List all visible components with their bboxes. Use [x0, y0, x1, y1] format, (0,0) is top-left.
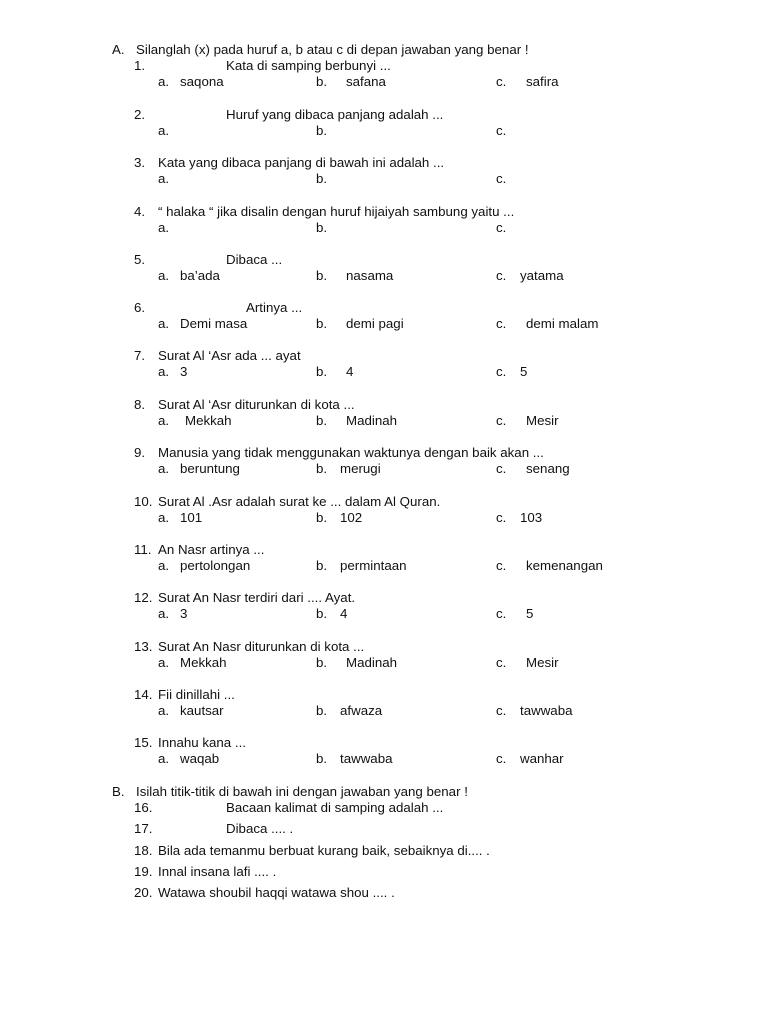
option-letter: c.	[496, 220, 507, 235]
question-text: Bila ada temanmu berbuat kurang baik, sebaiknya di.... .	[158, 843, 490, 858]
option-text: 5	[520, 364, 528, 379]
question-text: Huruf yang dibaca panjang adalah ...	[226, 107, 444, 122]
option-text: wanhar	[520, 751, 564, 766]
question-number: 6.	[134, 300, 146, 315]
section-letter: B.	[112, 784, 125, 799]
question-number: 18.	[134, 843, 153, 858]
question-4	[134, 204, 754, 238]
option-text: Mekkah	[185, 413, 232, 428]
option-letter: b.	[316, 413, 328, 428]
option-letter: c.	[496, 316, 507, 331]
question-5	[134, 252, 754, 286]
option-text: Madinah	[346, 655, 398, 670]
question-number: 5.	[134, 252, 146, 267]
question-number: 3.	[134, 155, 146, 170]
option-letter: c.	[496, 558, 507, 573]
option-letter: b.	[316, 461, 328, 476]
option-text: Madinah	[346, 413, 398, 428]
option-text: permintaan	[340, 558, 407, 573]
option-text: merugi	[340, 461, 381, 476]
question-text: Innahu kana ...	[158, 735, 246, 750]
question-text: Bacaan kalimat di samping adalah ...	[226, 800, 444, 815]
question-number: 9.	[134, 445, 146, 460]
option-letter: a.	[158, 316, 170, 331]
question-number: 17.	[134, 821, 153, 836]
option-text: kemenangan	[526, 558, 603, 573]
section-letter: A.	[112, 42, 125, 57]
option-letter: a.	[158, 413, 170, 428]
option-letter: c.	[496, 413, 507, 428]
section-instruction: Isilah titik-titik di bawah ini dengan jawaban yang benar !	[136, 784, 468, 799]
option-text: 4	[340, 606, 348, 621]
option-letter: b.	[316, 606, 328, 621]
option-letter: c.	[496, 510, 507, 525]
question-number: 1.	[134, 58, 146, 73]
question-number: 10.	[134, 494, 153, 509]
question-text: Dibaca ...	[226, 252, 283, 267]
question-text: Surat An Nasr terdiri dari .... Ayat.	[158, 590, 356, 605]
option-text: 4	[346, 364, 354, 379]
option-letter: c.	[496, 123, 507, 138]
option-text: safana	[346, 74, 386, 89]
option-letter: c.	[496, 606, 507, 621]
question-text: Dibaca .... .	[226, 821, 294, 836]
option-text: 101	[180, 510, 203, 525]
option-letter: b.	[316, 558, 328, 573]
question-1	[134, 58, 754, 92]
option-letter: b.	[316, 510, 328, 525]
option-letter: a.	[158, 171, 170, 186]
question-text: Innal insana lafi .... .	[158, 864, 277, 879]
option-letter: a.	[158, 74, 170, 89]
question-number: 15.	[134, 735, 153, 750]
question-text: Surat Al ‘Asr ada ... ayat	[158, 348, 301, 363]
option-text: 5	[526, 606, 534, 621]
question-number: 19.	[134, 864, 153, 879]
option-text: senang	[526, 461, 570, 476]
option-text: afwaza	[340, 703, 383, 718]
option-letter: a.	[158, 655, 170, 670]
question-3	[134, 155, 754, 189]
option-text: yatama	[520, 268, 564, 283]
question-number: 11.	[134, 542, 152, 557]
option-letter: c.	[496, 655, 507, 670]
option-text: 103	[520, 510, 543, 525]
option-text: Mesir	[526, 655, 559, 670]
question-number: 4.	[134, 204, 146, 219]
option-letter: a.	[158, 510, 170, 525]
question-text: Watawa shoubil haqqi watawa shou .... .	[158, 885, 395, 900]
question-number: 8.	[134, 397, 146, 412]
option-text: Demi masa	[180, 316, 248, 331]
question-12	[134, 590, 754, 624]
option-text: tawwaba	[520, 703, 573, 718]
question-2	[134, 107, 754, 141]
option-letter: c.	[496, 751, 507, 766]
question-13	[134, 639, 754, 673]
option-text: tawwaba	[340, 751, 393, 766]
option-letter: c.	[496, 171, 507, 186]
option-letter: a.	[158, 220, 170, 235]
question-14	[134, 687, 754, 721]
option-letter: a.	[158, 606, 170, 621]
option-letter: b.	[316, 268, 328, 283]
question-text: Surat Al ‘Asr diturunkan di kota ...	[158, 397, 355, 412]
option-text: beruntung	[180, 461, 240, 476]
question-number: 12.	[134, 590, 153, 605]
option-letter: b.	[316, 751, 328, 766]
question-number: 20.	[134, 885, 153, 900]
option-text: 102	[340, 510, 363, 525]
option-text: nasama	[346, 268, 394, 283]
question-9	[134, 445, 754, 479]
option-text: Mekkah	[180, 655, 227, 670]
option-letter: b.	[316, 703, 328, 718]
question-number: 2.	[134, 107, 146, 122]
option-letter: b.	[316, 316, 328, 331]
question-text: An Nasr artinya ...	[158, 542, 265, 557]
option-text: kautsar	[180, 703, 224, 718]
question-text: Artinya ...	[246, 300, 303, 315]
option-text: Mesir	[526, 413, 559, 428]
option-text: 3	[180, 606, 188, 621]
question-text: Manusia yang tidak menggunakan waktunya dengan baik akan ...	[158, 445, 544, 460]
question-text: Kata yang dibaca panjang di bawah ini adalah ...	[158, 155, 445, 170]
option-text: safira	[526, 74, 559, 89]
option-letter: a.	[158, 123, 170, 138]
option-letter: b.	[316, 123, 328, 138]
option-letter: b.	[316, 220, 328, 235]
option-text: pertolongan	[180, 558, 251, 573]
question-number: 14.	[134, 687, 153, 702]
option-text: demi malam	[526, 316, 599, 331]
option-letter: b.	[316, 74, 328, 89]
question-number: 7.	[134, 348, 146, 363]
option-letter: a.	[158, 461, 170, 476]
question-text: Kata di samping berbunyi ...	[226, 58, 391, 73]
option-text: 3	[180, 364, 188, 379]
option-text: waqab	[180, 751, 220, 766]
question-10	[134, 494, 754, 528]
option-letter: a.	[158, 268, 170, 283]
question-text: Surat Al .Asr adalah surat ke ... dalam Al Quran.	[158, 494, 441, 509]
option-text: saqona	[180, 74, 224, 89]
option-letter: c.	[496, 703, 507, 718]
option-letter: a.	[158, 703, 170, 718]
option-letter: c.	[496, 461, 507, 476]
question-11	[134, 542, 754, 576]
question-text: Fii dinillahi ...	[158, 687, 235, 702]
question-number: 13.	[134, 639, 153, 654]
section-instruction: Silanglah (x) pada huruf a, b atau c di depan jawaban yang benar !	[136, 42, 529, 57]
option-text: demi pagi	[346, 316, 404, 331]
option-text: ba’ada	[180, 268, 220, 283]
option-letter: a.	[158, 558, 170, 573]
question-text: Surat An Nasr diturunkan di kota ...	[158, 639, 365, 654]
question-8	[134, 397, 754, 431]
option-letter: a.	[158, 364, 170, 379]
option-letter: b.	[316, 364, 328, 379]
question-text: “ halaka “ jika disalin dengan huruf hijaiyah sambung yaitu ...	[158, 204, 515, 219]
question-number: 16.	[134, 800, 153, 815]
option-letter: c.	[496, 74, 507, 89]
question-15	[134, 735, 754, 769]
option-letter: b.	[316, 655, 328, 670]
question-6	[134, 300, 754, 334]
option-letter: a.	[158, 751, 170, 766]
option-letter: c.	[496, 364, 507, 379]
option-letter: c.	[496, 268, 507, 283]
option-letter: b.	[316, 171, 328, 186]
question-7	[134, 348, 754, 382]
